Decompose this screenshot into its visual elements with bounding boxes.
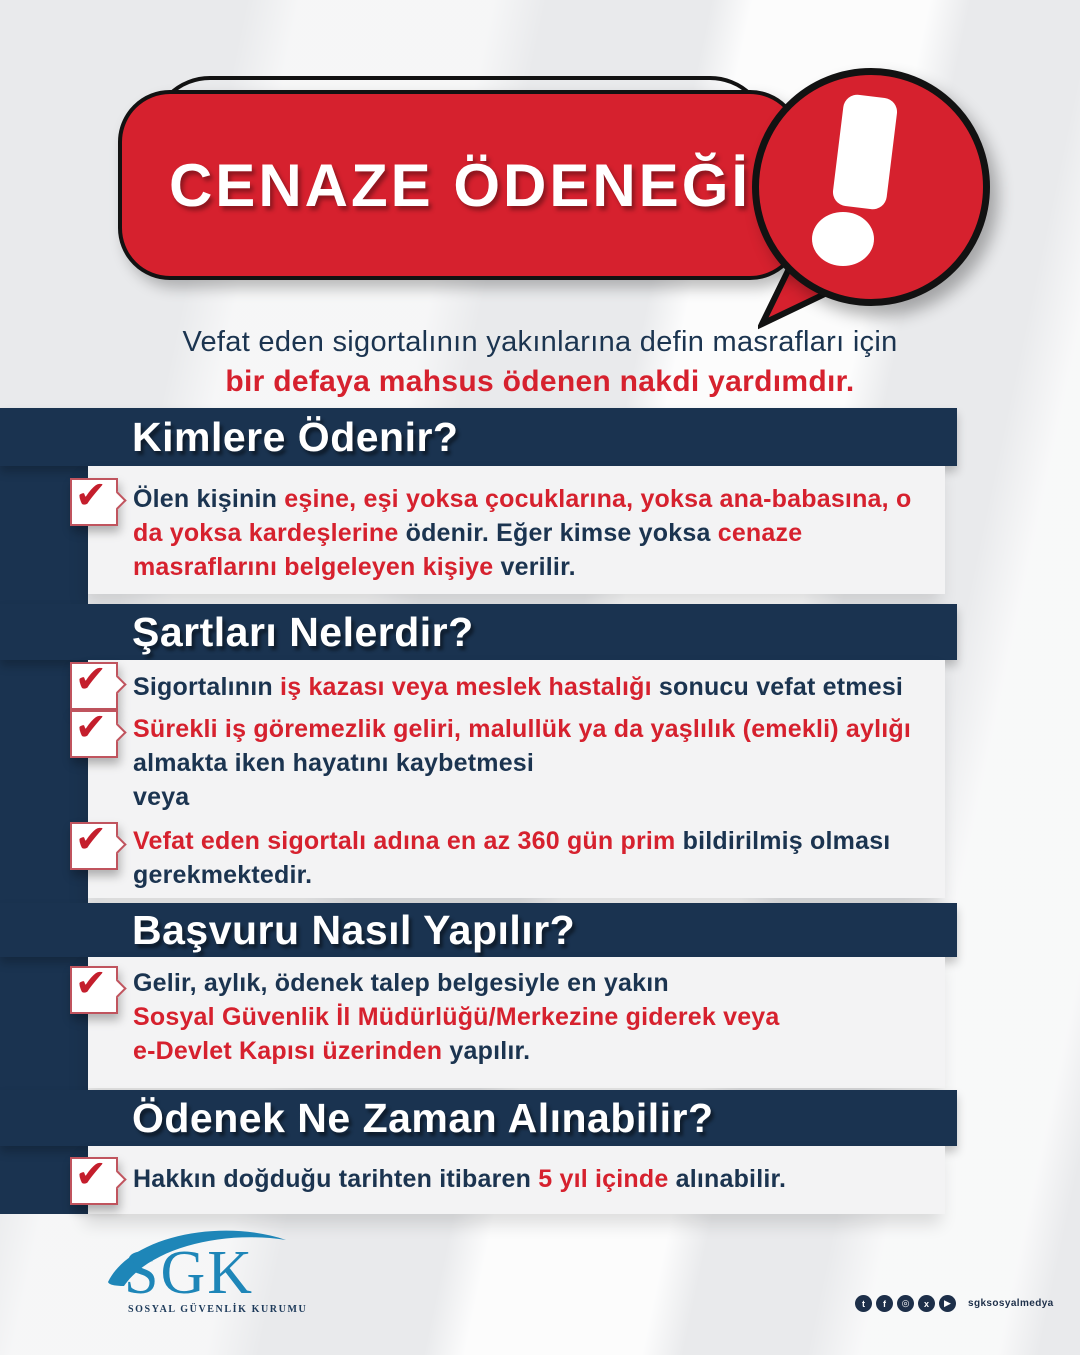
text-segment: Sigortalının bbox=[133, 673, 281, 701]
section-header-sartlari-nelerdir bbox=[0, 604, 957, 660]
instagram-glyph: ◎ bbox=[901, 1298, 910, 1308]
text-segment: bildirilmiş olması bbox=[675, 827, 891, 855]
text-segment: cenaze masraflarını belgeleyen kişiye bbox=[133, 519, 803, 581]
section-title: Şartları Nelerdir? bbox=[132, 608, 474, 655]
youtube-icon[interactable] bbox=[939, 1295, 956, 1312]
section-title: Başvuru Nasıl Yapılır? bbox=[132, 906, 576, 953]
social-handle: sgksosyalmedya bbox=[968, 1298, 1054, 1309]
text-segment: Vefat eden sigortalı adına en az 360 gün prim bbox=[133, 827, 676, 855]
intro-line-1: Vefat eden sigortalının yakınlarına defin masrafları için bbox=[182, 326, 898, 358]
text-segment: 5 yıl içinde bbox=[538, 1165, 669, 1193]
text-segment: Sürekli iş göremezlik geliri, malullük ya da yaşlılık (emekli) aylığı bbox=[133, 715, 912, 743]
social-media-row bbox=[855, 1295, 1054, 1312]
exclamation-dot bbox=[812, 212, 874, 266]
text-segment: almakta iken hayatını kaybetmesi bbox=[133, 749, 535, 777]
facebook-icon[interactable] bbox=[876, 1295, 893, 1312]
sgk-logo bbox=[98, 1220, 318, 1330]
checkmark-glyph: ✔ bbox=[75, 659, 107, 701]
text-segment: veya bbox=[133, 783, 190, 811]
checklist-item bbox=[133, 670, 943, 704]
check-icon bbox=[70, 659, 118, 710]
youtube-glyph: ▶ bbox=[944, 1298, 951, 1308]
checklist-item bbox=[133, 824, 963, 892]
page-title: CENAZE ÖDENEĞİ bbox=[168, 151, 752, 219]
connector-text bbox=[133, 780, 533, 814]
check-icon bbox=[70, 1154, 118, 1205]
check-icon bbox=[70, 963, 118, 1014]
text-segment: e-Devlet Kapısı üzerinden bbox=[133, 1037, 450, 1065]
text-segment: Sosyal Güvenlik İl Müdürlüğü/Merkezine giderek veya bbox=[133, 1003, 780, 1031]
x-glyph: x bbox=[923, 1298, 929, 1309]
section-title: Kimlere Ödenir? bbox=[132, 413, 459, 460]
intro-line-2: bir defaya mahsus ödenen nakdi yardımdır. bbox=[225, 365, 855, 398]
text-segment: iş kazası veya meslek hastalığı bbox=[280, 673, 652, 701]
checklist-item bbox=[133, 482, 928, 584]
check-icon bbox=[70, 819, 118, 870]
instagram-icon[interactable] bbox=[897, 1295, 914, 1312]
x-icon[interactable] bbox=[918, 1295, 935, 1312]
checklist-item bbox=[133, 966, 953, 1068]
text-segment: Hakkın doğduğu tarihten itibaren bbox=[133, 1165, 539, 1193]
section-header-basvuru-nasil-yapilir bbox=[0, 903, 957, 957]
text-segment: gerekmektedir. bbox=[133, 861, 313, 889]
text-segment: Gelir, aylık, ödenek talep belgesiyle en yakın bbox=[133, 969, 669, 997]
check-icon bbox=[70, 707, 118, 758]
checkmark-glyph: ✔ bbox=[75, 1154, 107, 1196]
text-segment: verilir. bbox=[493, 553, 576, 581]
section-header-odenek-ne-zaman-alinabilir bbox=[0, 1090, 957, 1146]
check-icon bbox=[70, 475, 118, 526]
checklist-item bbox=[133, 712, 963, 780]
text-segment: Ölen kişinin bbox=[133, 485, 285, 513]
text-segment: sonucu vefat etmesi bbox=[651, 673, 904, 701]
title-banner bbox=[118, 90, 802, 280]
section-header-kimlere-odenir bbox=[0, 408, 957, 466]
sgk-logo-text: SGK bbox=[124, 1239, 255, 1307]
checklist-item bbox=[133, 1162, 953, 1196]
text-segment: alınabilir. bbox=[668, 1165, 787, 1193]
sgk-logo-tagline: SOSYAL GÜVENLİK KURUMU bbox=[128, 1304, 308, 1315]
section-title: Ödenek Ne Zaman Alınabilir? bbox=[132, 1094, 714, 1141]
checkmark-glyph: ✔ bbox=[75, 475, 107, 517]
twitter-icon[interactable] bbox=[855, 1295, 872, 1312]
facebook-glyph: f bbox=[883, 1298, 886, 1309]
checkmark-glyph: ✔ bbox=[75, 707, 107, 749]
twitter-glyph: t bbox=[862, 1298, 865, 1309]
intro-text bbox=[0, 326, 1080, 399]
text-segment: ödenir. Eğer kimse yoksa bbox=[398, 519, 718, 547]
text-segment: eşine, eşi yoksa çocuklarına, yoksa ana-babasına, o da yoksa kardeşlerine bbox=[133, 485, 912, 547]
checkmark-glyph: ✔ bbox=[75, 963, 107, 1005]
text-segment: yapılır. bbox=[449, 1037, 531, 1065]
checkmark-glyph: ✔ bbox=[75, 819, 107, 861]
